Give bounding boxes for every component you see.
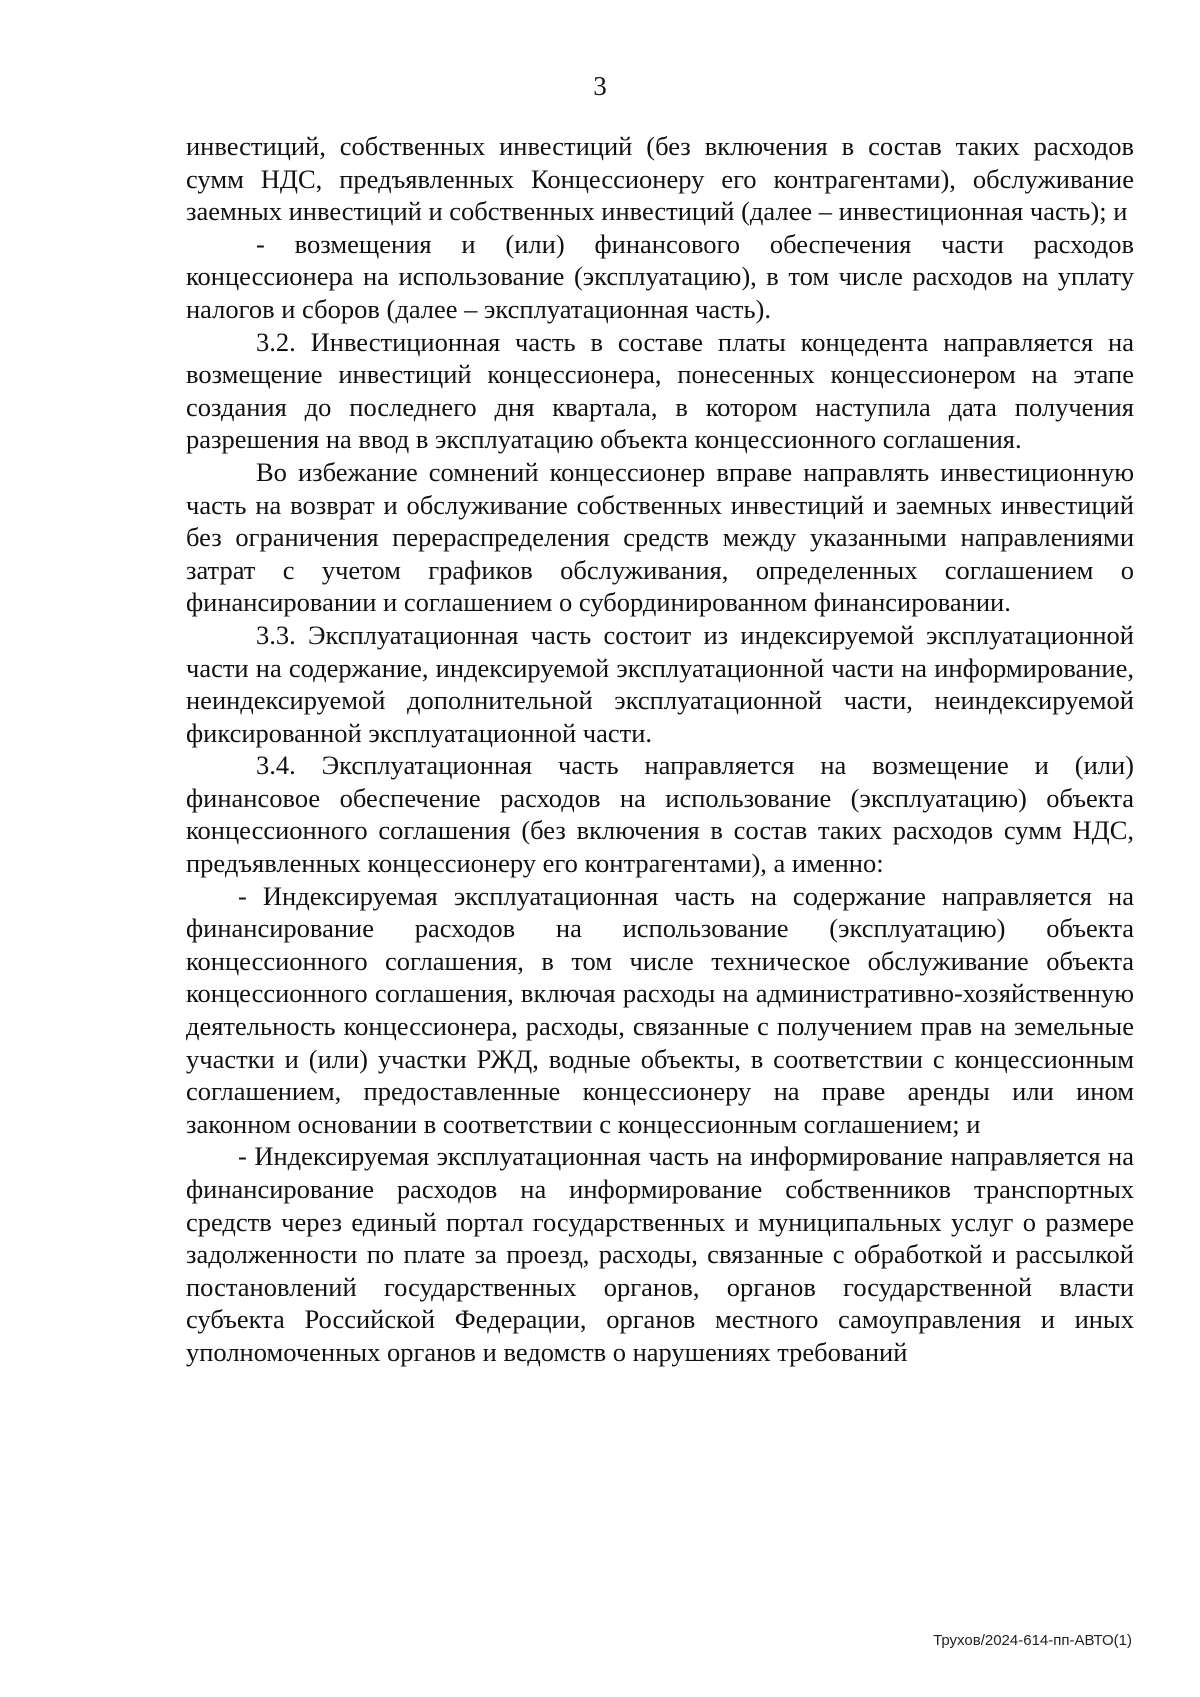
- paragraph-informing-part: - Индексируемая эксплуатационная часть на информирование направляется на финансирование расходов на информирование собственников транспортных средств через единый портал государственных и муниципальных услуг о размере задолженности по плате за проезд, расходы, связанные с обработкой и рассылкой постановлений государственных органов, органов государственной власти субъекта Российской Федерации, органов местного самоуправления и иных уполномоченных органов и ведомств о нарушениях требований: [186, 1141, 1134, 1367]
- paragraph-operational-list-item: - возмещения и (или) финансового обеспечения части расходов концессионера на использование (эксплуатацию), в том числе расходов на уплату налогов и сборов (далее – эксплуатационная часть).: [186, 228, 1134, 324]
- paragraph-3-3: 3.3. Эксплуатационная часть состоит из индексируемой эксплуатационной части на содержание, индексируемой эксплуатационной части на информирование, неиндексируемой дополнительной эксплуатационной части, неиндексируемой фиксированной эксплуатационной части.: [186, 619, 1134, 748]
- paragraph-maintenance-part: - Индексируемая эксплуатационная часть на содержание направляется на финансирование расходов на использование (эксплуатацию) объекта концессионного соглашения, в том числе техническое обслуживание объекта концессионного соглашения, включая расходы на административно-хозяйственную деятельность концессионера, расходы, связанные с получением прав на земельные участки и (или) участки РЖД, водные объекты, в соответствии с концессионным соглашением, предоставленные концессионеру на праве аренды или ином законном основании в соответствии с концессионным соглашением; и: [186, 880, 1134, 1139]
- page-number: 3: [593, 71, 607, 101]
- paragraph-avoidance-of-doubt: Во избежание сомнений концессионер вправе направлять инвестиционную часть на возврат и обслуживание собственных инвестиций и заемных инвестиций без ограничения перераспределения средств между указанными направлениями затрат с учетом графиков обслуживания, определенных соглашением о финансировании и соглашением о субординированном финансировании.: [186, 456, 1134, 618]
- document-reference-footer: Трухов/2024-614-пп-АВТО(1): [933, 1632, 1132, 1649]
- document-body: [186, 130, 1134, 1369]
- paragraph-3-2: 3.2. Инвестиционная часть в составе платы концедента направляется на возмещение инвестиций концессионера, понесенных концессионером на этапе создания до последнего дня квартала, в котором наступила дата получения разрешения на ввод в эксплуатацию объекта концессионного соглашения.: [186, 326, 1134, 455]
- paragraph-3-4: 3.4. Эксплуатационная часть направляется на возмещение и (или) финансовое обеспечение расходов на использование (эксплуатацию) объекта концессионного соглашения (без включения в состав таких расходов сумм НДС, предъявленных концессионеру его контрагентами), а именно:: [186, 750, 1134, 879]
- paragraph-investment-continuation: инвестиций, собственных инвестиций (без включения в состав таких расходов сумм НДС, предъявленных Концессионеру его контрагентами), обслуживание заемных инвестиций и собственных инвестиций (далее – инвестиционная часть); и: [186, 131, 1134, 227]
